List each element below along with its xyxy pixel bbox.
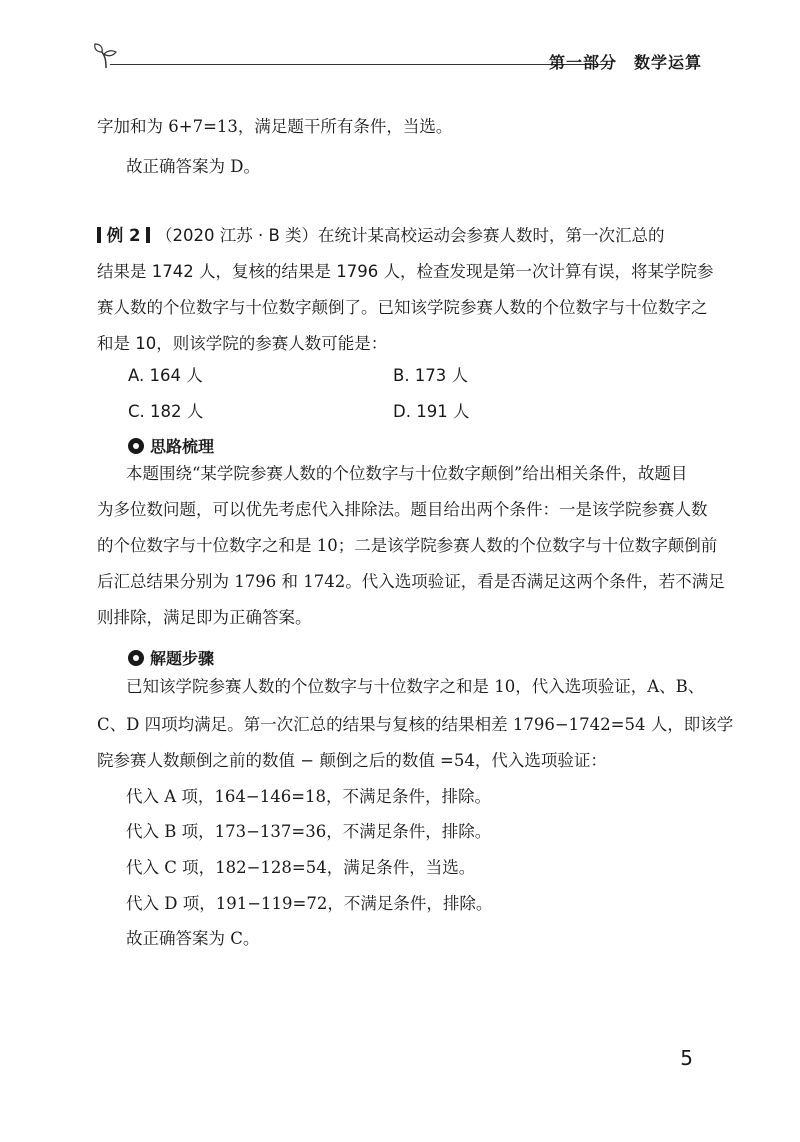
label-bar-right xyxy=(146,227,150,243)
check-d: 代入 D 项，191−119=72，不满足条件，排除。 xyxy=(126,894,493,913)
analysis-line-2: 为多位数问题，可以优先考虑代入排除法。题目给出两个条件：一是该学院参赛人数 xyxy=(97,500,708,519)
gear-icon xyxy=(128,438,144,454)
option-c: C. 182 人 xyxy=(128,402,204,421)
option-a: A. 164 人 xyxy=(128,366,203,385)
intro-line-2: 故正确答案为 D。 xyxy=(126,157,260,176)
analysis-heading: 思路梳理 xyxy=(128,434,214,457)
header-rule xyxy=(110,64,610,65)
analysis-line-5: 则排除，满足即为正确答案。 xyxy=(97,608,312,627)
check-c: 代入 C 项，182−128=54，满足条件，当选。 xyxy=(126,858,476,877)
steps-heading: 解题步骤 xyxy=(128,646,214,669)
example-line-4: 和是 10，则该学院的参赛人数可能是： xyxy=(97,334,388,353)
section-title: 第一部分 数学运算 xyxy=(548,53,702,72)
example-line-3: 赛人数的个位数字与十位数字颠倒了。已知该学院参赛人数的个位数字与十位数字之 xyxy=(97,298,708,317)
label-bar-left xyxy=(97,227,101,243)
steps-conclusion: 故正确答案为 C。 xyxy=(126,929,260,948)
option-b: B. 173 人 xyxy=(393,366,469,385)
analysis-line-4: 后汇总结果分别为 1796 和 1742。代入选项验证，看是否满足这两个条件，若不满足 xyxy=(97,572,725,591)
analysis-line-3: 的个位数字与十位数字之和是 10；二是该学院参赛人数的个位数字与十位数字颠倒前 xyxy=(97,536,718,555)
page-header xyxy=(92,40,702,76)
example-line-2: 结果是 1742 人，复核的结果是 1796 人，检查发现是第一次计算有误，将某学院参 xyxy=(97,262,714,281)
steps-line-2: C、D 四项均满足。第一次汇总的结果与复核的结果相差 1796−1742=54 人，即该学 xyxy=(97,715,734,734)
sprout-icon xyxy=(92,40,120,70)
example-line-1 xyxy=(97,218,697,254)
analysis-line-1: 本题围绕“某学院参赛人数的个位数字与十位数字颠倒”给出相关条件，故题目 xyxy=(126,464,688,483)
example-label: 例 2 xyxy=(97,226,156,245)
page-number: 5 xyxy=(680,1046,693,1070)
pencil-icon xyxy=(128,650,144,666)
intro-line-1: 字加和为 6+7=13，满足题干所有条件，当选。 xyxy=(97,117,453,136)
example-question xyxy=(97,218,714,362)
check-a: 代入 A 项，164−146=18，不满足条件，排除。 xyxy=(126,787,492,806)
option-d: D. 191 人 xyxy=(393,402,470,421)
steps-line-1: 已知该学院参赛人数的个位数字与十位数字之和是 10，代入选项验证，A、B、 xyxy=(126,677,705,696)
example-text-1: （2020 江苏 · B 类）在统计某高校运动会参赛人数时，第一次汇总的 xyxy=(155,226,665,245)
check-b: 代入 B 项，173−137=36，不满足条件，排除。 xyxy=(126,822,492,841)
steps-line-3: 院参赛人数颠倒之前的数值 − 颠倒之后的数值 =54，代入选项验证： xyxy=(97,751,607,770)
